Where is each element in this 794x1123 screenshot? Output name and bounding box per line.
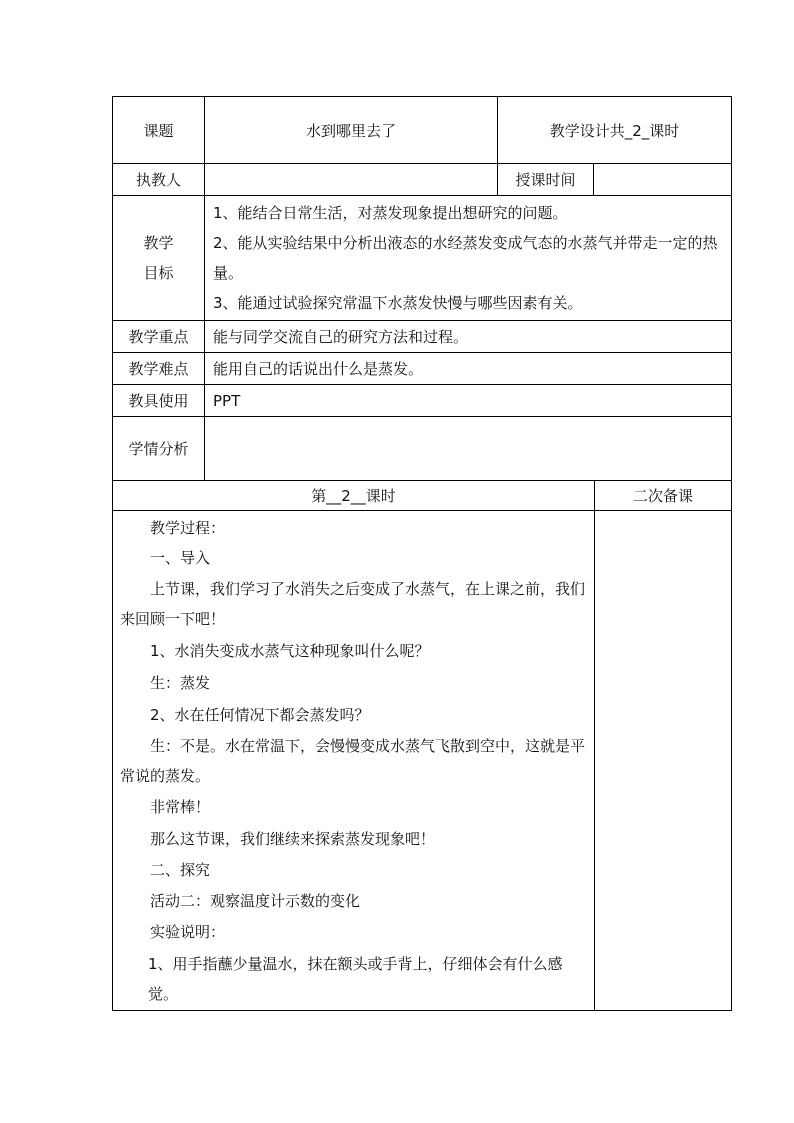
goal-item: 2、能从实验结果中分析出液态的水经蒸发变成气态的水蒸气并带走一定的热量。 (213, 234, 718, 282)
process-paragraph: 上节课，我们学习了水消失之后变成了水蒸气，在上课之前，我们来回顾一下吧！ (120, 580, 586, 628)
process-paragraph: 教学过程： (150, 519, 226, 537)
goals-label-line2: 目标 (143, 264, 174, 282)
process-paragraph: 1、用手指蘸少量温水，抹在额头或手背上，仔细体会有什么感觉。 (148, 955, 563, 1003)
process-paragraph: 实验说明： (150, 923, 226, 941)
second-prep-label: 二次备课 (632, 487, 693, 505)
process-paragraph: 活动二：观察温度计示数的变化 (150, 892, 361, 910)
process-paragraph: 2、水在任何情况下都会蒸发吗？ (150, 706, 370, 724)
process-paragraph: 1、水消失变成水蒸气这种现象叫什么呢？ (150, 642, 430, 660)
class-time-label: 授课时间 (515, 171, 576, 189)
difficulty-value: 能用自己的话说出什么是蒸发。 (213, 360, 424, 378)
second-prep-notes (595, 511, 731, 1010)
key-point-value: 能与同学交流自己的研究方法和过程。 (213, 328, 469, 346)
lesson-number: 第__2__课时 (311, 487, 396, 505)
goals-label (113, 196, 204, 320)
difficulty-label: 教学难点 (128, 360, 189, 378)
goal-item: 1、能结合日常生活，对蒸发现象提出想研究的问题。 (213, 204, 568, 222)
table-border (731, 96, 732, 1011)
table-border (112, 195, 732, 196)
analysis-label: 学情分析 (128, 440, 189, 458)
topic-label: 课题 (143, 121, 174, 140)
teacher-label: 执教人 (135, 171, 181, 189)
goal-item: 3、能通过试验探究常温下水蒸发快慢与哪些因素有关。 (213, 294, 583, 312)
teacher-value (205, 164, 497, 195)
analysis-value (205, 417, 731, 480)
topic-value: 水到哪里去了 (305, 121, 396, 140)
process-paragraph: 二、探究 (150, 861, 211, 879)
key-point-label: 教学重点 (128, 328, 189, 346)
process-paragraph: 那么这节课，我们继续来探索蒸发现象吧！ (150, 830, 436, 848)
design-lessons: 教学设计共_2_课时 (549, 121, 680, 140)
process-paragraph: 生：不是。水在常温下，会慢慢变成水蒸气飞散到空中，这就是平常说的蒸发。 (120, 737, 586, 785)
process-paragraph: 一、导入 (150, 549, 211, 567)
goals-label-line1: 教学 (143, 234, 174, 252)
process-paragraph: 生：蒸发 (150, 674, 211, 692)
table-border (112, 1010, 732, 1011)
process-paragraph: 非常棒！ (150, 798, 211, 816)
tools-label: 教具使用 (128, 392, 189, 410)
class-time-value (594, 164, 731, 195)
tools-value: PPT (213, 391, 241, 410)
goals-content (205, 198, 731, 320)
